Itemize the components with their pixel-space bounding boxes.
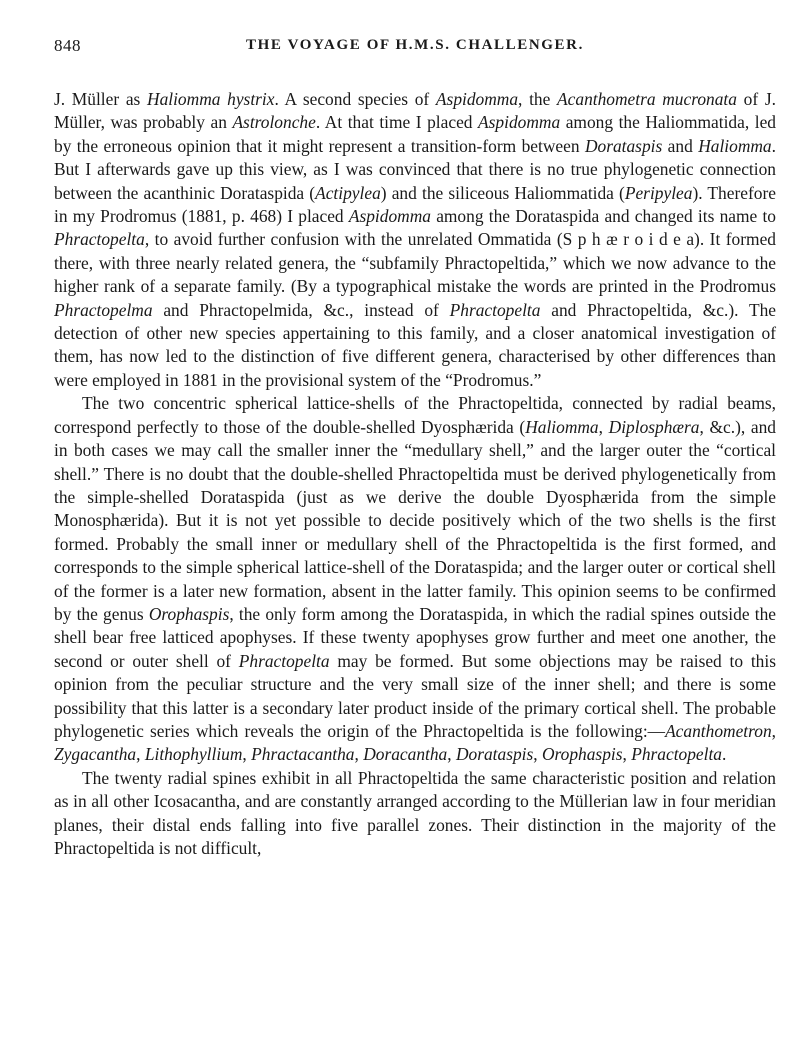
page-header: [54, 36, 776, 66]
text-run: ) and the siliceous Haliommatida (: [380, 182, 625, 203]
paragraph: [54, 767, 776, 861]
text-run: J. Müller as: [54, 89, 148, 109]
italic-term: Phractopelta: [449, 299, 541, 320]
text-run: . At that time I placed: [315, 112, 479, 133]
italic-term: Acanthometron: [665, 720, 772, 741]
text-run: , &c.), and in both cases we may call the smaller inner the “medullary shell,” and the larger outer the “cortical shell.” There is no doubt that the double-shelled Phractopeltida must be derived phylogenetically from the simple-shelled Dorataspida (just as we derive the double Dyosphærida from the simple Monosphærida). But it is not yet possible to decide positively which of the two shells is the first formed. Probably the small inner or medullary shell of the Phractopeltida is the first formed, and corresponds to the simple spherical lattice-shell of the Dorataspida; and the larger outer or cortical shell of the former is a later new formation, absent in the latter family. This opinion seems to be confirmed by the genus: [54, 416, 777, 624]
italic-term: Phractopelta: [54, 229, 145, 250]
text-run: ). Therefore in my Prodromus (1881, p. 468) I placed: [54, 182, 776, 227]
page: [54, 36, 776, 860]
text-run: and Phractopeltida, &c.). The detection of other new species appertaining to this family, and a closer anatomical investigation of them, has now led to the distinction of five different genera, characterised by other differences than were employed in 1881 in the provisional system of the “Prodromus.”: [54, 299, 776, 390]
italic-term: Phractopelma: [54, 299, 153, 320]
italic-term: Doracantha: [363, 744, 448, 765]
text-run: , the: [518, 89, 558, 109]
text-run: ,: [533, 744, 542, 765]
running-title: THE VOYAGE OF H.M.S. CHALLENGER.: [246, 37, 584, 53]
text-run: among the Haliommatida, led by the erroneous opinion that it might represent a transition-form between: [54, 112, 776, 156]
italic-term: Aspidomma: [435, 89, 519, 109]
italic-term: Haliomma: [698, 135, 772, 156]
italic-term: Diplosphæra: [608, 416, 700, 437]
text-run: among the Dorataspida and changed its name to: [430, 206, 776, 227]
text-run: ,: [136, 744, 145, 765]
text-run: ,: [598, 416, 609, 437]
body-text: [54, 88, 776, 860]
italic-term: Phractopelta: [238, 650, 330, 671]
italic-term: Aspidomma: [348, 206, 431, 227]
page-number: 848: [54, 36, 81, 55]
text-run: ,: [354, 744, 364, 765]
italic-term: Aspidomma: [478, 112, 561, 133]
text-run: may be formed. But some objections may be raised to this opinion from the peculiar structure and the very small size of the inner shell; and there is some possibility that this latter is a secondary later product inside of the primary cortical shell. The probable phylogenetic series which reveals the origin of the Phractopeltida is the following:—: [54, 650, 776, 741]
italic-term: Lithophyllium: [144, 744, 243, 765]
italic-term: Actipylea: [315, 182, 381, 203]
italic-term: Acanthometra mucronata: [557, 89, 737, 109]
paragraph: [54, 88, 776, 392]
text-run: ,: [447, 744, 456, 765]
text-run: ,: [242, 744, 252, 765]
text-run: of J. Müller, was probably an: [54, 89, 776, 133]
text-run: and: [662, 135, 699, 156]
italic-term: Peripylea: [624, 182, 693, 203]
italic-term: Astrolonche: [232, 112, 316, 133]
text-run: and Phractopelmida, &c., instead of: [152, 299, 450, 320]
italic-term: Haliomma hystrix: [147, 89, 275, 109]
italic-term: Zygacantha: [54, 744, 137, 765]
italic-term: Dorataspis: [584, 135, 663, 156]
text-run: ,: [622, 744, 632, 765]
italic-term: Orophaspis: [148, 603, 230, 624]
italic-term: Phractopelta: [631, 744, 723, 765]
italic-term: Haliomma: [525, 416, 599, 437]
text-run: , the only form among the Dorataspida, in which the radial spines outside the shell bear free latticed apophyses. If these twenty apophyses grow further and meet one another, the second or outer shell of: [54, 603, 776, 671]
text-run: , to avoid further confusion with the unrelated Ommatida (S p h æ r o i d e a). It formed there, with three nearly related genera, the “subfamily Phractopeltida,” which we now advance to the higher rank of a separate family. (By a typographical mistake the words are printed in the Prodromus: [54, 229, 776, 297]
text-run: The twenty radial spines exhibit in all Phractopeltida the same characteristic position and relation as in all other Icosacantha, and are constantly arranged according to the Müllerian law in four meridian planes, their distal ends falling into five parallel zones. Their distinction in the majority of the Phractopeltida is not difficult,: [54, 767, 776, 858]
text-run: . A second species of: [274, 89, 436, 109]
text-run: .: [722, 744, 727, 765]
italic-term: Dorataspis: [455, 744, 534, 765]
text-run: . But I afterwards gave up this view, as I was convinced that there is no true phylogenetic connection between the acanthinic Dorataspida (: [54, 135, 776, 203]
italic-term: Orophaspis: [541, 744, 623, 765]
text-run: The two concentric spherical lattice-shells of the Phractopeltida, connected by radial beams, correspond perfectly to those of the double-shelled Dyosphærida (: [54, 393, 776, 437]
paragraph: [54, 392, 776, 767]
italic-term: Phractacantha: [251, 744, 355, 765]
text-run: ,: [771, 720, 776, 741]
